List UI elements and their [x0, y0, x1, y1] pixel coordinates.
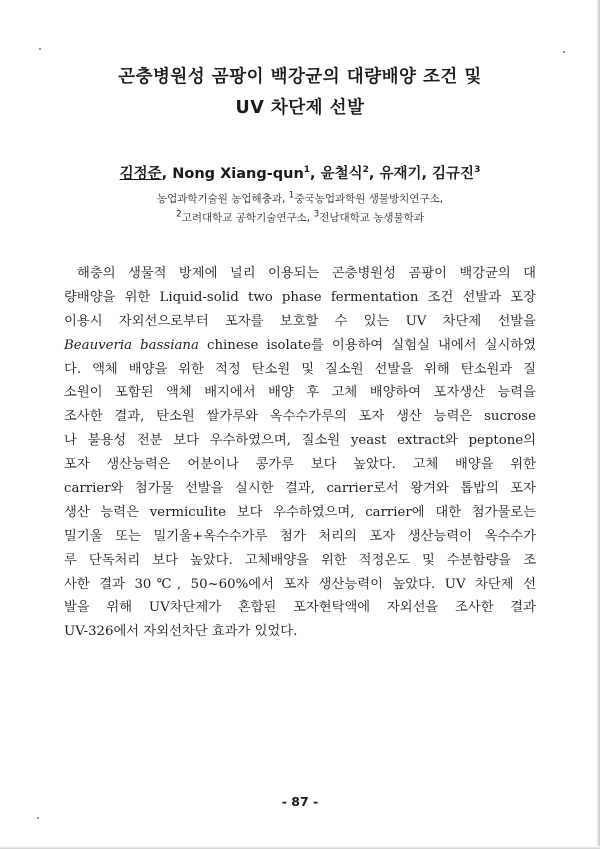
abstract-line: 발을 위해 UV차단제가 혼합된 포자현탁액에 자외선을 조사한 결과	[64, 600, 536, 616]
author-separator: ,	[161, 166, 173, 182]
abstract-line-text: chinese isolate를 이용하여 실험실 내에서 실시하였	[198, 337, 536, 353]
affiliation-text: 고려대학교 공학기술연구소,	[181, 212, 314, 224]
abstract-line	[64, 334, 536, 358]
affiliation-superscript: 1	[288, 190, 295, 201]
affiliation-superscript: 3	[313, 209, 320, 220]
abstract-line: 조사한 결과, 탄소원 쌀가루와 옥수수가루의 포자 생산 능력은 sucrose	[64, 409, 536, 425]
paper-title-line-1: 곤충병원성 곰팡이 백강균의 대량배양 조건 및	[118, 67, 482, 87]
author-name: Nong Xiang-qun	[172, 166, 304, 182]
author-name: 김규진	[432, 166, 475, 182]
affiliation-text: 중국농업과학원 생물방치연구소,	[294, 193, 444, 205]
author-list	[0, 162, 600, 183]
abstract-line: 생산 능력은 vermiculite 보다 우수하였으며, carrier에 대한 첨가물로는	[64, 504, 536, 520]
author-separator: ,	[421, 166, 433, 182]
abstract-line: 량배양을 위한 Liquid-solid two phase fermentation 조건 선발과 포장	[64, 289, 536, 305]
author-name: 김정준	[119, 166, 162, 182]
author-separator: ,	[368, 166, 380, 182]
abstract-line: 다. 액체 배양을 위한 적정 탄소원 및 질소원 선발을 위해 탄소원과 질	[64, 361, 536, 377]
affiliation-line-1	[0, 191, 600, 206]
abstract-line: 소원이 포함된 액체 배지에서 배양 후 고체 배양하여 포자생산 능력을	[64, 385, 536, 401]
abstract-line: 해충의 생물적 방제에 널리 이용되는 곤충병원성 곰팡이 백강균의 대	[77, 266, 536, 281]
author-superscript: 3	[474, 165, 481, 176]
author-name: 유재기	[379, 166, 422, 182]
author-separator: ,	[310, 166, 321, 182]
abstract-line: 포자 생산능력은 어분이나 콩가루 보다 높았다. 고체 배양을 위한	[64, 457, 536, 473]
abstract-line: UV-326에서 자외선차단 효과가 있었다.	[64, 624, 298, 640]
scan-speck	[39, 48, 41, 50]
affiliation-superscript: 2	[176, 209, 182, 220]
scan-edge-shadow	[596, 0, 600, 849]
scan-speck	[37, 817, 39, 819]
affiliation-line-2	[0, 210, 600, 225]
abstract-line: 나 불용성 전분 보다 우수하였으며, 질소원 yeast extract와 peptone의	[64, 433, 536, 449]
abstract-line: 루 단독처리 보다 높았다. 고체배양을 위한 적정온도 및 수분함량을 조	[64, 552, 536, 568]
abstract-line: 사한 결과 30℃, 50~60%에서 포자 생산능력이 높았다. UV 차단제 선	[64, 576, 536, 592]
abstract-body	[64, 262, 536, 644]
species-name: Beauveria bassiana	[64, 337, 199, 353]
affiliation-text: 농업과학기술원 농업해충과,	[156, 193, 289, 205]
page-number: - 87 -	[281, 794, 319, 809]
abstract-line: 밀기울 또는 밀기울+옥수수가루 첨가 처리의 포자 생산능력이 옥수수가	[64, 528, 536, 544]
author-name: 윤철식	[320, 166, 363, 182]
abstract-line: carrier와 첨가물 선발을 실시한 결과, carrier로서 왕겨와 톱밥의 포자	[64, 481, 536, 497]
scan-speck	[563, 51, 565, 53]
author-superscript: 1	[303, 165, 311, 176]
affiliation-text: 전남대학교 농생물학과	[319, 212, 424, 224]
author-superscript: 2	[362, 165, 369, 176]
paper-title-line-2: UV 차단제 선발	[235, 98, 365, 118]
abstract-line: 이용시 자외선으로부터 포자를 보호할 수 있는 UV 차단제 선발을	[64, 313, 536, 329]
